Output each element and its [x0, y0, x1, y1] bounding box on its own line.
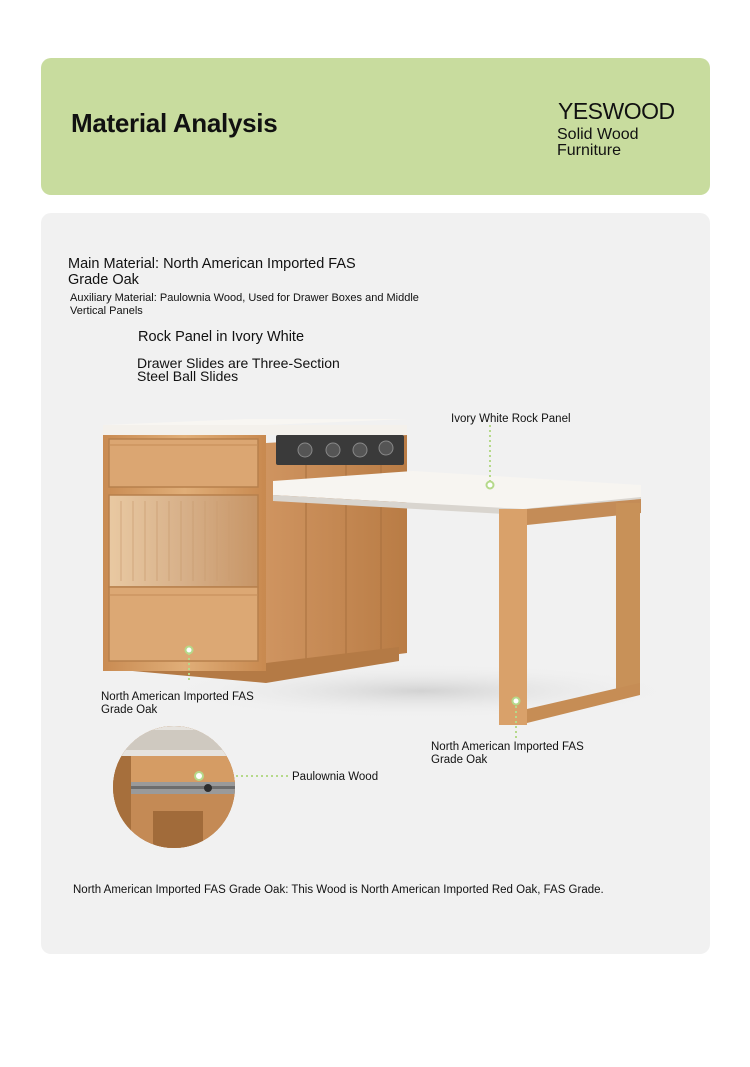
cabinet-top [103, 425, 407, 435]
header-banner [41, 58, 710, 195]
callout-paulownia: Paulownia Wood [292, 771, 379, 783]
cabinet-side [266, 435, 407, 671]
table-leg-front [499, 509, 527, 725]
drawer-slides-text: Drawer Slides are Three-Section Steel Ball Slides [137, 355, 340, 384]
rock-panel-text: Rock Panel in Ivory White [138, 329, 305, 345]
callout-ivory-panel: Ivory White Rock Panel [451, 413, 571, 425]
callout-dot-panel [487, 482, 494, 489]
material-panel [41, 213, 710, 954]
table-leg-back [616, 503, 640, 693]
drawer-slide-detail [113, 726, 235, 848]
callout-oak-cabinet: North American Imported FAS Grade Oak [101, 691, 254, 716]
auxiliary-material-text: Auxiliary Material: Paulownia Wood, Used for Drawer Boxes and Middle Vertical Panels [70, 292, 419, 317]
callout-dot-cabinet [186, 647, 193, 654]
callout-oak-leg: North American Imported FAS Grade Oak [431, 741, 584, 766]
callout-dot-leg [513, 698, 520, 705]
brand-logo: YESWOOD [558, 98, 675, 124]
brand-tagline: Solid Wood Furniture [557, 126, 639, 159]
top-drawer [109, 439, 258, 487]
furniture-illustration [41, 213, 710, 954]
callout-dot-paulownia [195, 772, 203, 780]
footnote: North American Imported FAS Grade Oak: This Wood is North American Imported Red Oak, FAS Grade. [73, 884, 604, 896]
bottom-drawer [109, 587, 258, 661]
glass-door [109, 495, 258, 587]
page-title: Material Analysis [71, 108, 278, 138]
detail-inset [113, 726, 235, 848]
main-material-text: Main Material: North American Imported FAS Grade Oak [68, 256, 356, 288]
